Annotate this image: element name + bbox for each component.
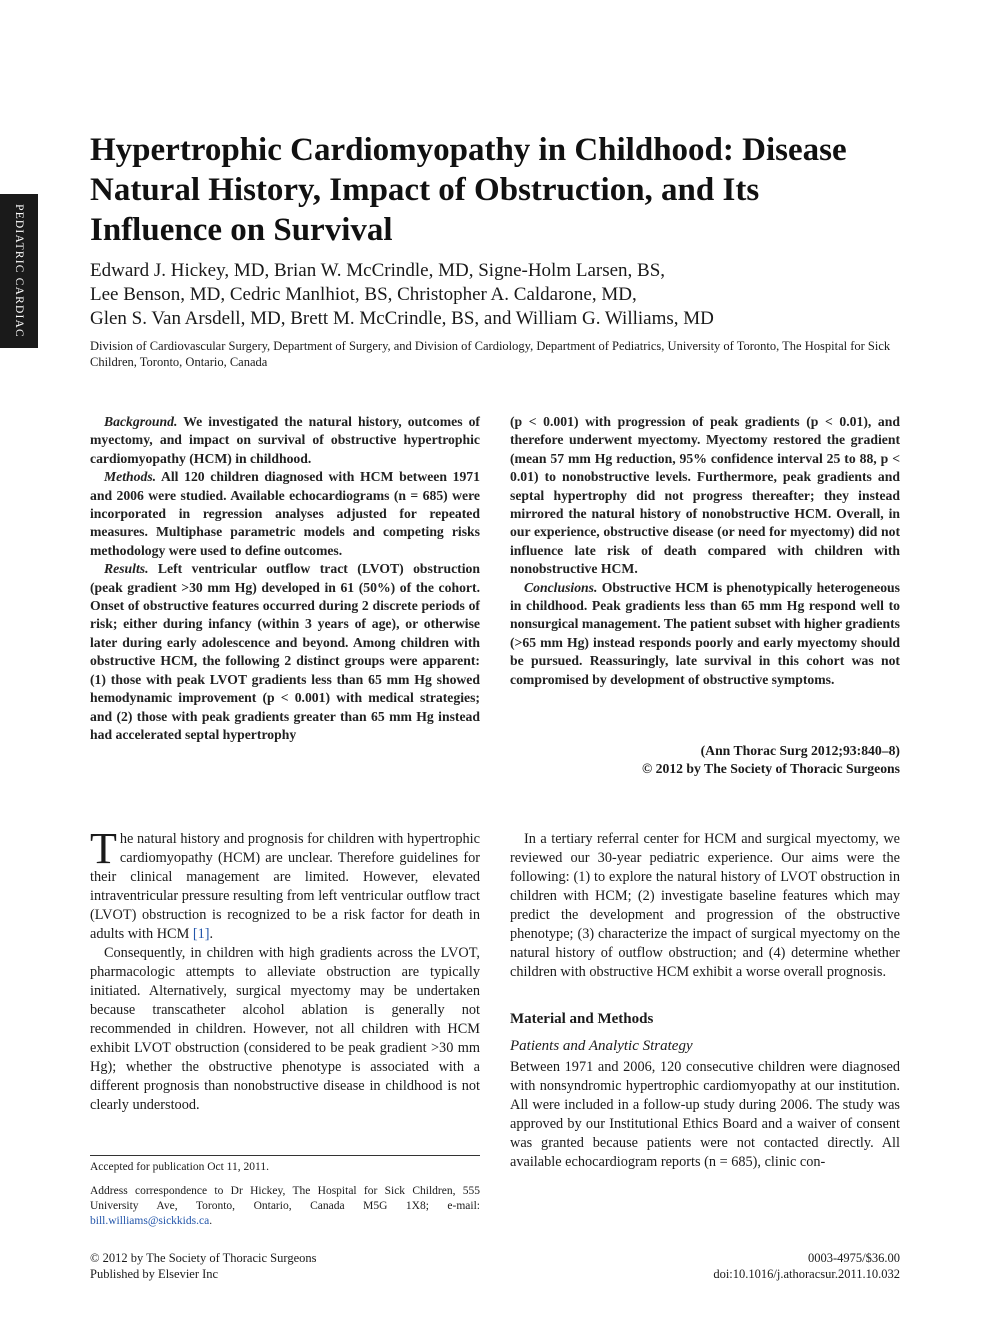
footer-issn: 0003-4975/$36.00 [807, 1251, 900, 1265]
journal-citation [510, 742, 900, 779]
background-label: Background. [104, 414, 178, 429]
abstract-methods [90, 468, 480, 560]
correspondence-address: Address correspondence to Dr Hickey, The Hospital for Sick Children, 555 University Ave, Toronto, Ontario, Canada M5G 1X8; e-mail: [90, 1185, 480, 1212]
affiliation: Division of Cardiovascular Surgery, Department of Surgery, and Division of Cardiology, Department of Pediatrics, University of Toronto, The Hospital for Sick Children, Toronto, Ontario, Canada [90, 339, 891, 369]
abstract-left-column [90, 413, 480, 744]
correspondence-note [90, 1184, 480, 1229]
footer-doi: doi:10.1016/j.athoracsur.2011.10.032 [713, 1267, 900, 1281]
methods-text: All 120 children diagnosed with HCM between 1971 and 2006 were studied. Available echocardiograms (n = 685) were incorporated in regression analyses adjusted for repeated measures. Multiphase parametric models and competing risks methodology were used to define outcomes. [90, 469, 480, 558]
footer-publisher: Published by Elsevier Inc [90, 1267, 219, 1281]
conclusions-text: Obstructive HCM is phenotypically heterogeneous in childhood. Peak gradients less than 65 mm Hg respond well to nonsurgical management. The patient subset with higher gradients (>65 mm Hg) instead responds poorly and early myectomy should be pursued. Reassuringly, late survival in this cohort was not compromised by development of obstructive symptoms. [510, 579, 900, 687]
intro-paragraph-1 [90, 824, 480, 944]
abstract-conclusions [510, 579, 900, 689]
section-tab-label: PEDIATRIC CARDIAC [13, 204, 25, 338]
abstract-results [90, 560, 480, 744]
author-list [90, 259, 890, 331]
intro-paragraph-1-text: he natural history and prognosis for children with hypertrophic cardiomyopathy (HCM) are unclear. Therefore guidelines for their clinical management are limited. However, elevated intraventricular pressure resulting from left ventricular outflow tract (LVOT) obstruction is recognized to be a risk factor for death in adults with HCM [90, 831, 480, 942]
methods-label: Methods. [104, 469, 157, 485]
body-right-column [510, 830, 900, 1172]
subsection-heading: Patients and Analytic Strategy [510, 1038, 693, 1054]
footer-copyright: © 2012 by The Society of Thoracic Surgeons [90, 1251, 317, 1265]
footnotes [90, 1155, 480, 1229]
intro-paragraph-3: In a tertiary referral center for HCM and surgical myectomy, we reviewed our 30-year pediatric experience. Our aims were the following: (1) to explore the natural history of LVOT obstruction in children with HCM; (2) investigate baseline features which may predict the development and progression of the obstructive phenotype; (3) characterize the impact of surgical myectomy on the natural history of outflow obstruction; and (4) determine whether children with obstructive HCM exhibit a worse overall prognosis. [510, 831, 900, 980]
intro-paragraph-2: Consequently, in children with high gradients across the LVOT, pharmacologic attempts to alleviate obstruction are typically initiated. Alternatively, surgical myectomy may be undertaken because transcatheter alcohol ablation is generally not recommended in children. However, not all children with HCM exhibit LVOT obstruction (considered to be peak gradient >30 mm Hg); whether the obstructive phenotype is associated with a different prognosis than nonobstructive disease in childhood is not clearly understood. [90, 945, 480, 1113]
abstract-results-continued: (p < 0.001) with progression of peak gradients (p < 0.01), and therefore underwent myectomy. Myectomy restored the gradient (mean 57 mm Hg reduction, 95% confidence interval 25 to 88, p < 0.01) to nonobstructive levels. Furthermore, peak gradients and septal hypertrophy did not progress thereafter; they instead mirrored the natural history of nonobstructive HCM. Overall, in our experience, obstructive disease (or need for myectomy) did not influence late risk of death compared with children with nonobstructive HCM. [510, 414, 900, 577]
accepted-note: Accepted for publication Oct 11, 2011. [90, 1161, 269, 1173]
author-line: Edward J. Hickey, MD, Brian W. McCrindle, MD, Signe-Holm Larsen, BS, [90, 260, 666, 281]
author-line: Lee Benson, MD, Cedric Manlhiot, BS, Christopher A. Caldarone, MD, [90, 284, 637, 305]
email-link[interactable]: bill.williams@sickkids.ca [90, 1215, 210, 1227]
correspondence-end: . [209, 1215, 213, 1227]
section-tab [0, 194, 38, 348]
citation-copyright: © 2012 by The Society of Thoracic Surgeons [641, 761, 900, 777]
abstract-right-column [510, 413, 900, 689]
author-line: Glen S. Van Arsdell, MD, Brett M. McCrindle, BS, and William G. Williams, MD [90, 308, 714, 329]
footer-right [500, 1250, 900, 1282]
drop-cap: T [90, 824, 117, 873]
results-text: Left ventricular outflow tract (LVOT) obstruction (peak gradient >30 mm Hg) developed in 61 (50%) of the cohort. Onset of obstructive features occurred during 2 discrete periods of risk; either during infancy (within 3 years of age), or otherwise later during early adolescence and beyond. Among children with obstructive HCM, the following 2 distinct groups were apparent: (1) those with peak LVOT gradients less than 65 mm Hg showed hemodynamic improvement (p < 0.001) with medical strategies; and (2) those with peak gradients greater than 65 mm Hg instead had accelerated septal hypertrophy [90, 561, 480, 742]
reference-link-1[interactable]: [1] [192, 926, 210, 942]
intro-paragraph-1-end: . [209, 926, 214, 942]
conclusions-label: Conclusions. [524, 579, 598, 595]
citation-reference: (Ann Thorac Surg 2012;93:840–8) [700, 743, 900, 758]
body-left-column [90, 824, 480, 1115]
abstract-background [90, 413, 480, 468]
methods-paragraph-1: Between 1971 and 2006, 120 consecutive children were diagnosed with nonsyndromic hypertrophic cardiomyopathy at our institution. All were included in a follow-up study during 2006. The study was approved by our Institutional Ethics Board and a waiver of consent was granted because patients were not contacted directly. All available echocardiogram reports (n = 685), clinic con- [510, 1059, 900, 1170]
article-title: Hypertrophic Cardiomyopathy in Childhood: Disease Natural History, Impact of Obstruction, and Its Influence on Survival [90, 132, 847, 248]
footer-left [90, 1250, 490, 1282]
results-label: Results. [104, 561, 149, 577]
section-heading: Material and Methods [510, 1011, 654, 1027]
background-text: We investigated the natural history, outcomes of myectomy, and impact on survival of obstructive hypertrophic cardiomyopathy (HCM) in childhood. [90, 414, 480, 466]
